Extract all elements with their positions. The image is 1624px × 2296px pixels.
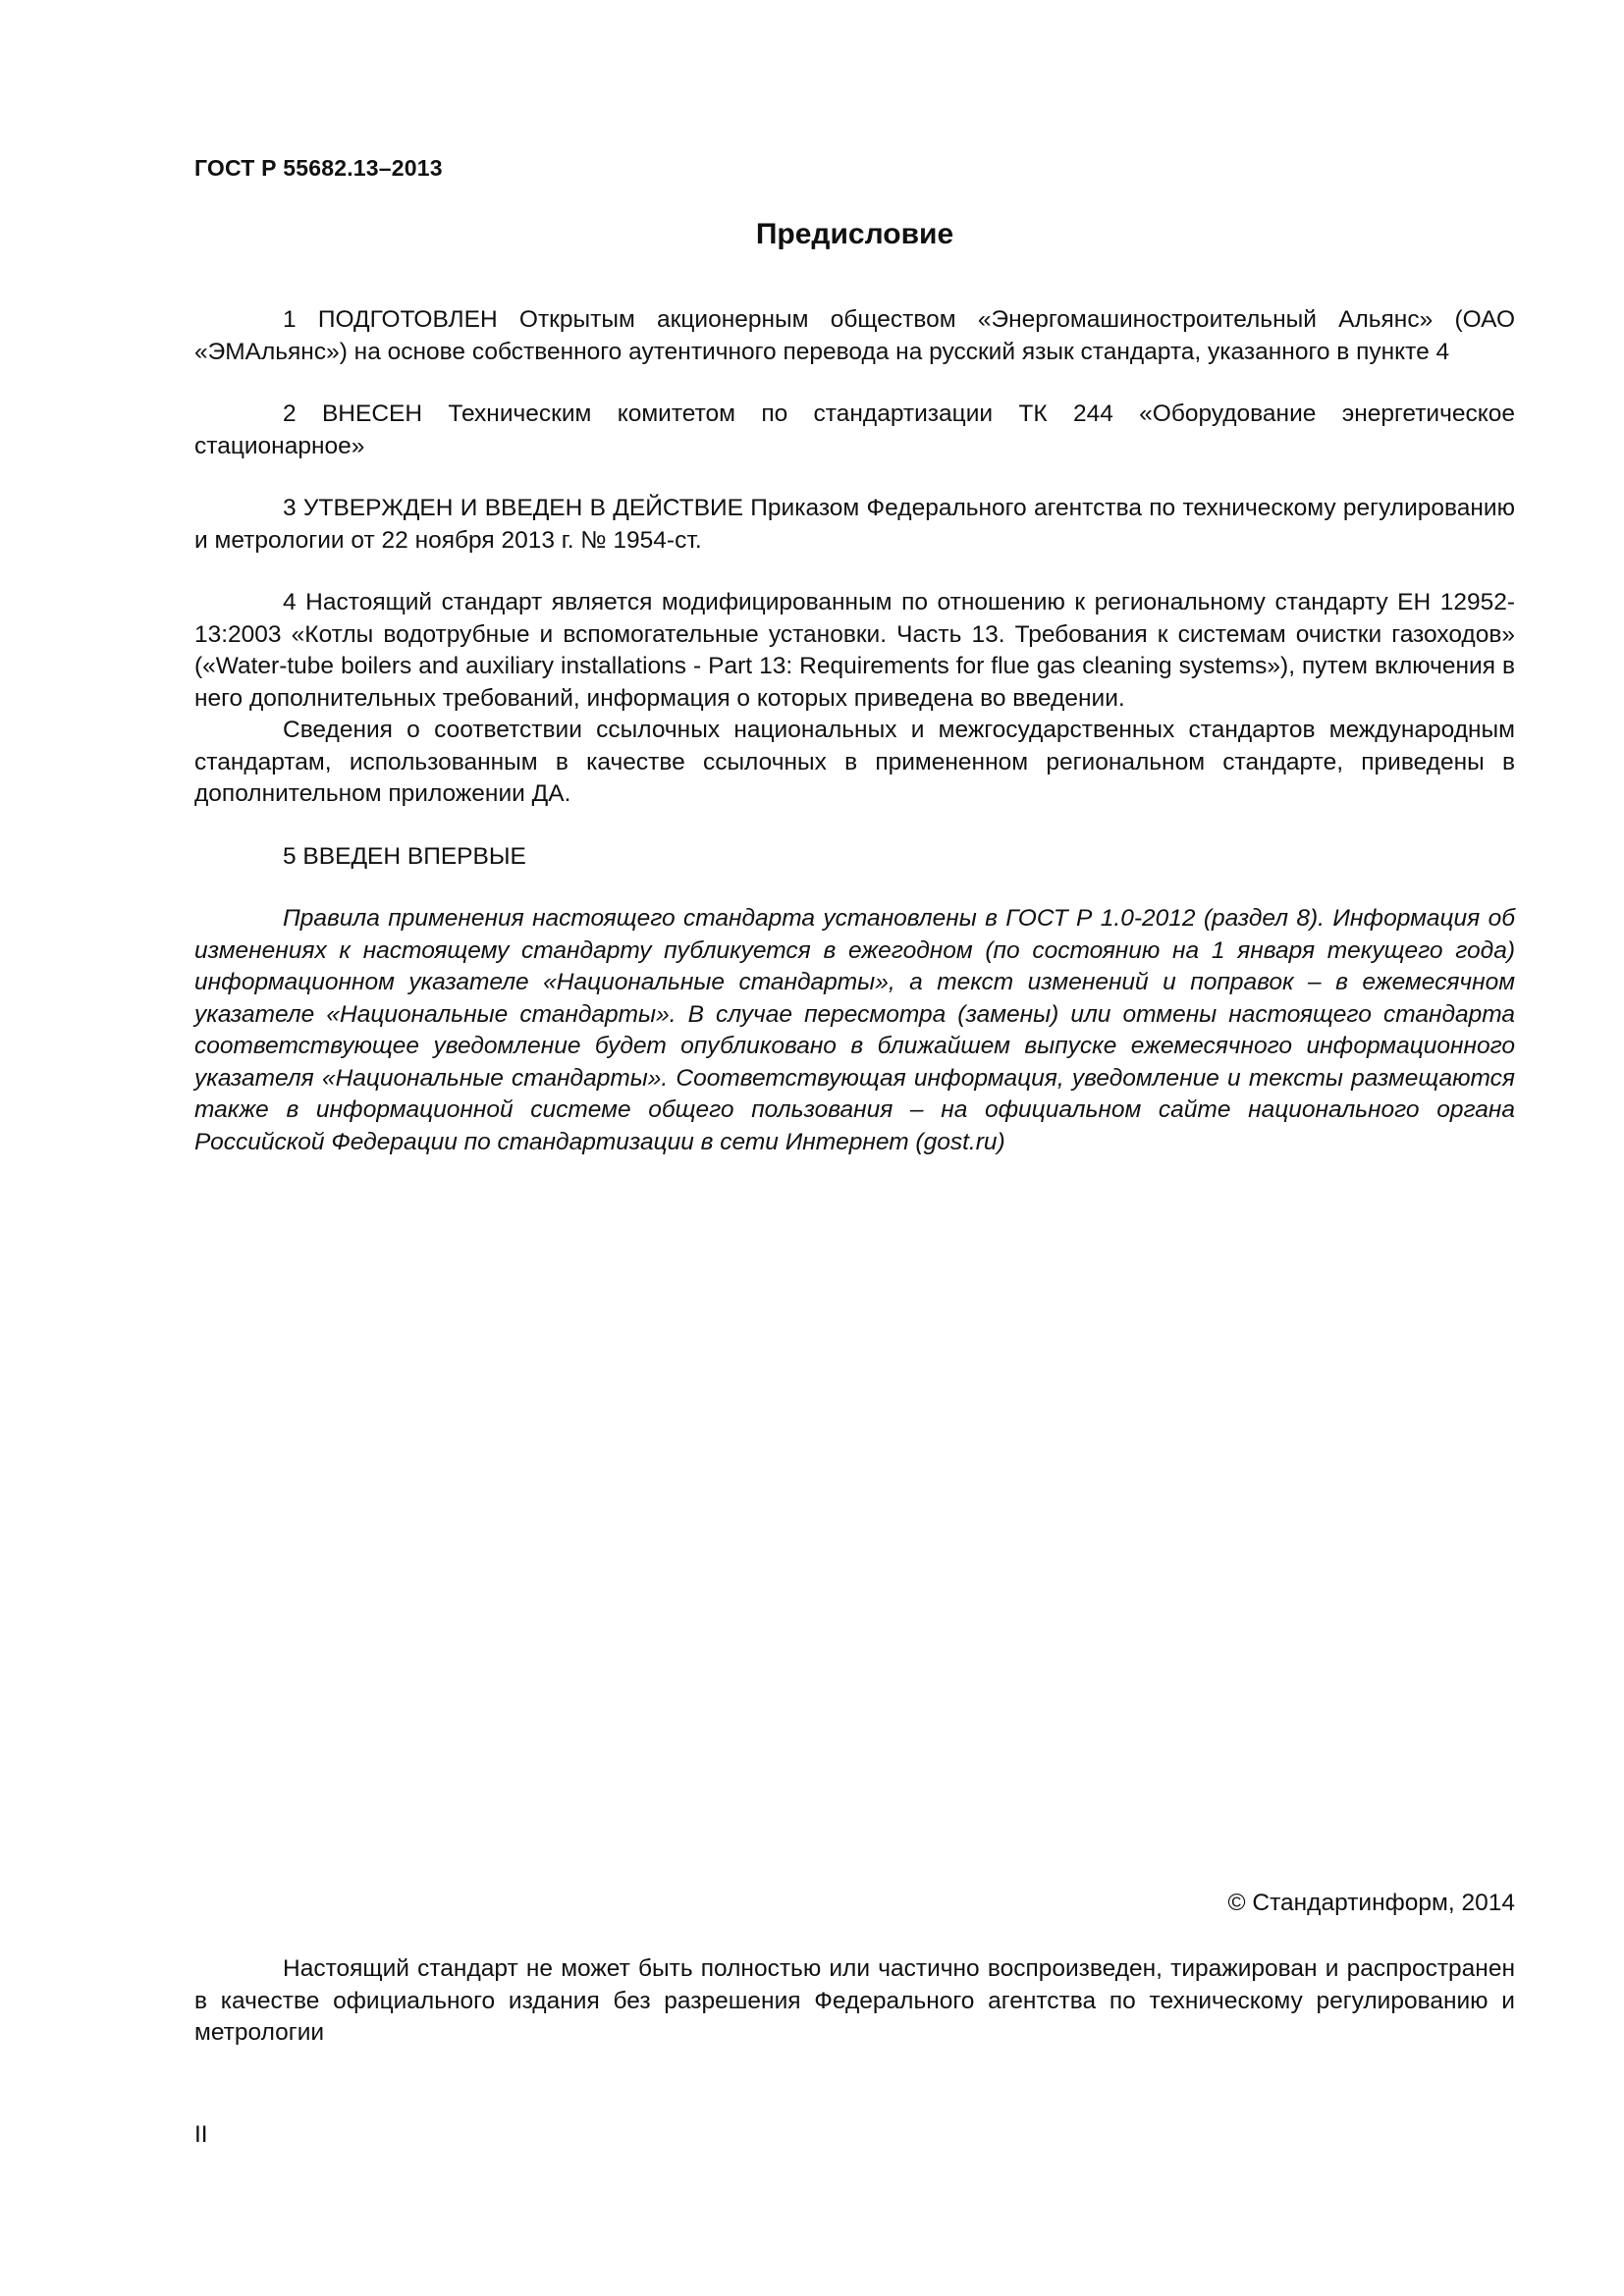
- paragraph-introduced: 5 ВВЕДЕН ВПЕРВЫЕ: [283, 842, 526, 870]
- paragraph-submitted-by: 2 ВНЕСЕН Техническим комитетом по стандартизации ТК 244 «Оборудование энергетическое стационарное»: [194, 400, 1515, 459]
- paragraph-modified-standard: 4 Настоящий стандарт является модифицированным по отношению к региональному стандарту ЕН 12952-13:2003 «Котлы водотрубные и вспомогательные установки. Часть 13. Требования к системам очистки газоходов» («Water-tube boilers and auxiliary installations - Part 13: Requirements for flue gas cleaning systems»), путем включения в него дополнительных требований, информация о которых приведена во введении.: [194, 589, 1515, 712]
- preface-content: [194, 304, 1515, 1158]
- document-code: ГОСТ Р 55682.13–2013: [194, 155, 443, 181]
- copyright: © Стандартинформ, 2014: [1227, 1890, 1515, 1916]
- paragraph-approved: 3 УТВЕРЖДЕН И ВВЕДЕН В ДЕЙСТВИЕ Приказом Федерального агентства по техническому регулированию и метрологии от 22 ноября 2013 г. № 1954-ст.: [194, 495, 1515, 554]
- paragraph-reference-info: Сведения о соответствии ссылочных национальных и межгосударственных стандартов международным стандартам, использованным в качестве ссылочных в примененном региональном стандарте, приведены в дополнительном приложении ДА.: [194, 717, 1515, 807]
- reproduction-notice: Настоящий стандарт не может быть полностью или частично воспроизведен, тиражирован и распространен в качестве официального издания без разрешения Федерального агентства по техническому регулированию и метрологии: [194, 1955, 1515, 2046]
- paragraph-prepared-by: 1 ПОДГОТОВЛЕН Открытым акционерным обществом «Энергомашиностроительный Альянс» (ОАО «ЭМАльянс») на основе собственного аутентичного перевода на русский язык стандарта, указанного в пункте 4: [194, 306, 1515, 365]
- reproduction-notice-block: [194, 1953, 1515, 2050]
- page-number: II: [194, 2121, 208, 2148]
- page-title: Предисловие: [755, 218, 954, 250]
- application-rules-note: Правила применения настоящего стандарта установлены в ГОСТ Р 1.0-2012 (раздел 8). Информация об изменениях к настоящему стандарту публикуется в ежегодном (по состоянию на 1 января текущего года) информационном указателе «Национальные стандарты», а текст изменений и поправок – в ежемесячном указателе «Национальные стандарты». В случае пересмотра (замены) или отмены настоящего стандарта соответствующее уведомление будет опубликовано в ближайшем выпуске ежемесячного информационного указателя «Национальные стандарты». Соответствующая информация, уведомление и тексты размещаются также в информационной системе общего пользования – на официальном сайте национального органа Российской Федерации по стандартизации в сети Интернет (gost.ru): [194, 905, 1515, 1155]
